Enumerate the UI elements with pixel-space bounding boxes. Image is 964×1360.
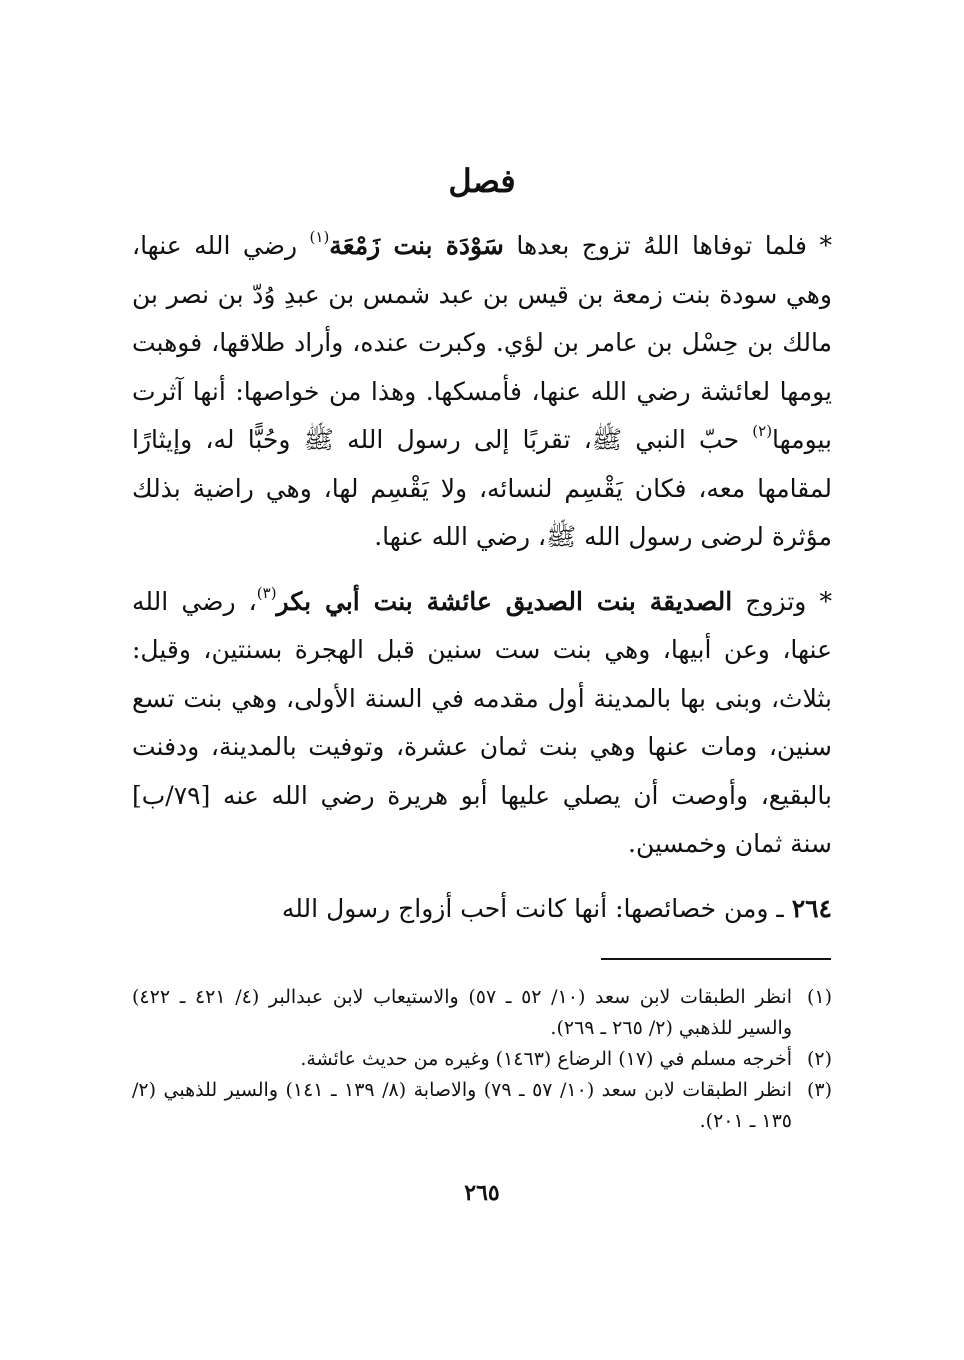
footnote-number: (٣) <box>806 1079 832 1101</box>
paragraph-264 <box>132 885 832 934</box>
bold-name-aisha: الصديقة بنت الصديق عائشة بنت أبي بكر <box>276 586 733 616</box>
text-run: * فلما توفاها اللهُ تزوج بعدها <box>503 231 832 260</box>
page-number: ٢٦٥ <box>464 1180 500 1206</box>
text-run: ـ ومن خصائصها: أنها كانت أحب أزواج رسول الله <box>281 893 792 923</box>
footnote-text: أخرجه مسلم في (١٧) الرضاع (١٤٦٣) وغيره من حديث عائشة. <box>300 1048 792 1070</box>
footnote-number: (٢) <box>806 1048 832 1070</box>
text-run: ، رضي الله عنها، وعن أبيها، وهي بنت ست سنين قبل الهجرة بسنتين، وقيل: بثلاث، وبنى بها بالمدينة أول مقدمه في السنة الأولى، وهي بنت تسع سنين، ومات عنها وهي بنت ثمان عشرة، وتوفيت بالمدينة، ودفنت بالبقيع، وأوصت أن يصلي عليها أبو هريرة رضي الله عنه [٧٩/ب] سنة ثمان وخمسين. <box>132 586 832 858</box>
footnote-number: (١) <box>806 986 832 1008</box>
paragraph-aisha <box>132 578 832 869</box>
text-run: حبّ النبي ﷺ، تقربًا إلى رسول الله ﷺ وحُبًّا له، وإيثارًا لمقامها معه، فكان يَقْسِم لنسائه، ولا يَقْسِم لها، وهي راضية بذلك مؤثرة لرضى رسول الله ﷺ، رضي الله عنها. <box>132 425 832 551</box>
text-run: * وتزوج <box>732 586 832 616</box>
footnote-ref-3: (٣) <box>256 583 277 602</box>
footnote-3 <box>132 1075 832 1137</box>
text-run: رضي الله عنها، وهي سودة بنت زمعة بن قيس بن عبد شمس بن عبدِ وُدّ بن نصر بن مالك بن حِسْل بن عامر بن لؤي. وكبرت عنده، وأراد طلاقها، فوهبت يومها لعائشة رضي الله عنها، فأمسكها. وهذا من خواصها: أنها آثرت بيومها <box>132 231 832 454</box>
footnote-separator <box>601 958 831 960</box>
item-number: ٢٦٤ <box>791 893 832 923</box>
paragraph-sawda <box>132 222 832 562</box>
section-title: فصل <box>448 162 516 200</box>
footnote-ref-2: (٢) <box>752 422 773 440</box>
footnote-1 <box>132 982 832 1044</box>
main-text <box>132 222 832 933</box>
footnote-ref-1: (١) <box>309 228 330 246</box>
footnote-text: انظر الطبقات لابن سعد (١٠/ ٥٧ ـ ٧٩) والاصابة (٨/ ١٣٩ ـ ١٤١) والسير للذهبي (٢/ ١٣٥ ـ ٢٠١). <box>132 1079 793 1132</box>
footnote-text: انظر الطبقات لابن سعد (١٠/ ٥٢ ـ ٥٧) والاستيعاب لابن عبدالبر (٤/ ٤٢١ ـ ٤٢٢) والسير للذهبي (٢/ ٢٦٥ ـ ٢٦٩). <box>132 986 792 1039</box>
footnotes <box>132 982 832 1137</box>
bold-name-sawda: سَوْدَة بنت زَمْعَة <box>329 231 504 260</box>
footnote-2 <box>132 1044 832 1075</box>
